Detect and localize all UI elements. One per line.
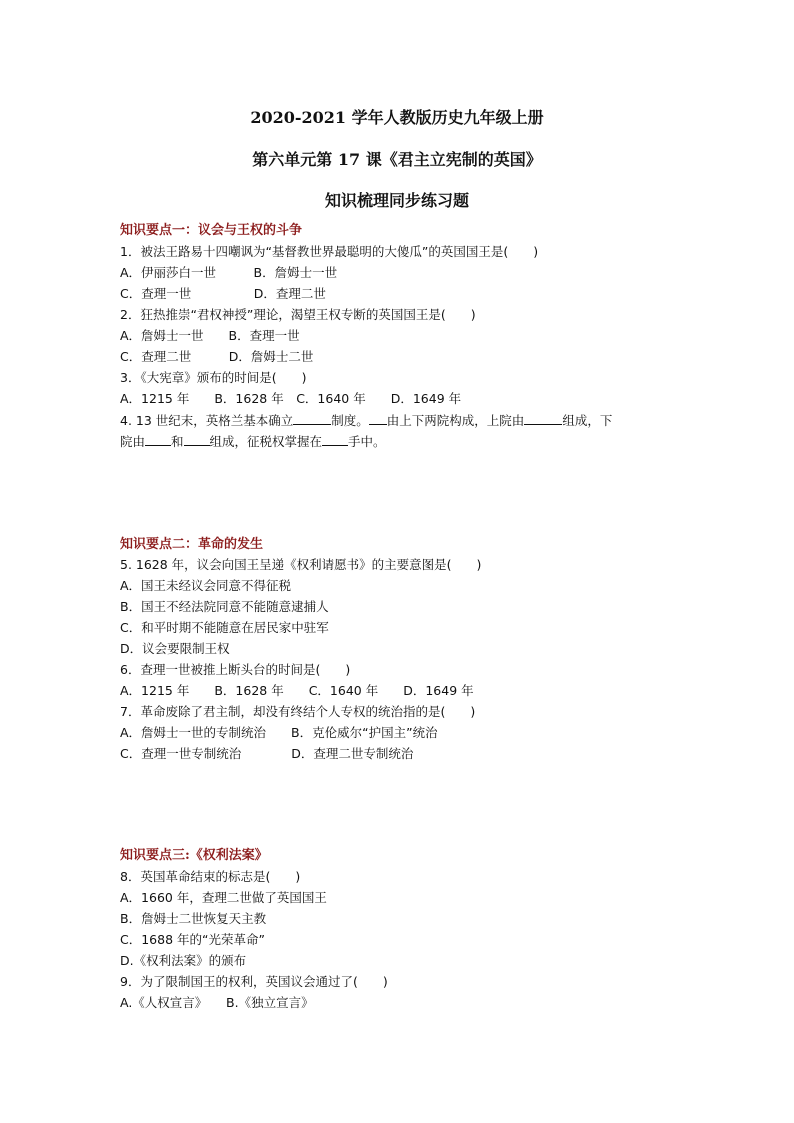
answer-blank[interactable] [524, 411, 562, 425]
fill-text: 和 [171, 434, 184, 449]
question-line: 6．查理一世被推上断头台的时间是( ) [120, 662, 351, 677]
fill-text: 手中。 [348, 434, 386, 449]
answer-blank[interactable] [322, 432, 348, 446]
answer-blank[interactable] [293, 411, 331, 425]
fill-in-question [120, 411, 612, 429]
document-title: 2020-2021 学年人教版历史九年级上册 [250, 108, 544, 127]
section-heading-2: 知识要点二：革命的发生 [120, 537, 264, 552]
question-line: 8．英国革命结束的标志是( ) [120, 869, 301, 884]
option-line: A．詹姆士一世的专制统治 B．克伦威尔“护国主”统治 [120, 725, 438, 740]
option-line: A．1215 年 B．1628 年 C．1640 年 D．1649 年 [120, 391, 462, 406]
question-line: 3．《大宪章》颁布的时间是( ) [120, 370, 307, 385]
question-line: 5. 1628 年，议会向国王呈递《权利请愿书》的主要意图是( ) [120, 557, 482, 572]
fill-in-question-continued [120, 432, 386, 450]
option-line: A．1215 年 B．1628 年 C．1640 年 D．1649 年 [120, 683, 474, 698]
option-line: C．查理一世专制统治 D．查理二世专制统治 [120, 746, 414, 761]
fill-text: 由上下两院构成，上院由 [386, 413, 525, 428]
fill-text: 院由 [120, 434, 146, 449]
fill-text: 组成，征税权掌握在 [209, 434, 323, 449]
question-line: 1．被法王路易十四嘲讽为“基督教世界最聪明的大傻瓜”的英国国王是( ) [120, 244, 539, 259]
option-line: B．国王不经法院同意不能随意逮捕人 [120, 599, 329, 614]
fill-text: 制度。 [331, 413, 369, 428]
option-line: C．查理二世 D．詹姆士二世 [120, 349, 314, 364]
answer-blank[interactable] [184, 432, 210, 446]
option-line: A．詹姆士一世 B．查理一世 [120, 328, 300, 343]
question-line: 9．为了限制国王的权利，英国议会通过了( ) [120, 974, 388, 989]
option-line: A．伊丽莎白一世 B．詹姆士一世 [120, 265, 338, 280]
option-line: D.《权利法案》的颁布 [120, 953, 247, 968]
lesson-title: 第六单元第 17 课《君主立宪制的英国》 [252, 150, 542, 169]
question-line: 2．狂热推崇“君权神授”理论，渴望王权专断的英国国王是( ) [120, 307, 476, 322]
option-line: B．詹姆士二世恢复天主教 [120, 911, 267, 926]
option-line: C．和平时期不能随意在居民家中驻军 [120, 620, 329, 635]
section-heading-3: 知识要点三:《权利法案》 [120, 848, 268, 863]
fill-text: 组成，下 [562, 413, 613, 428]
answer-blank[interactable] [145, 432, 171, 446]
option-line: C．1688 年的“光荣革命” [120, 932, 265, 947]
fill-text: 4. 13 世纪末，英格兰基本确立 [120, 413, 294, 428]
option-line: A．1660 年，查理二世做了英国国王 [120, 890, 327, 905]
answer-blank[interactable] [369, 411, 387, 425]
option-line: A．国王未经议会同意不得征税 [120, 578, 292, 593]
option-line: C．查理一世 D．查理二世 [120, 286, 326, 301]
worksheet-title: 知识梳理同步练习题 [324, 191, 469, 210]
option-line: A.《人权宣言》 B.《独立宣言》 [120, 995, 314, 1010]
option-line: D．议会要限制王权 [120, 641, 230, 656]
section-heading-1: 知识要点一：议会与王权的斗争 [120, 223, 303, 238]
question-line: 7．革命废除了君主制，却没有终结个人专权的统治指的是( ) [120, 704, 476, 719]
